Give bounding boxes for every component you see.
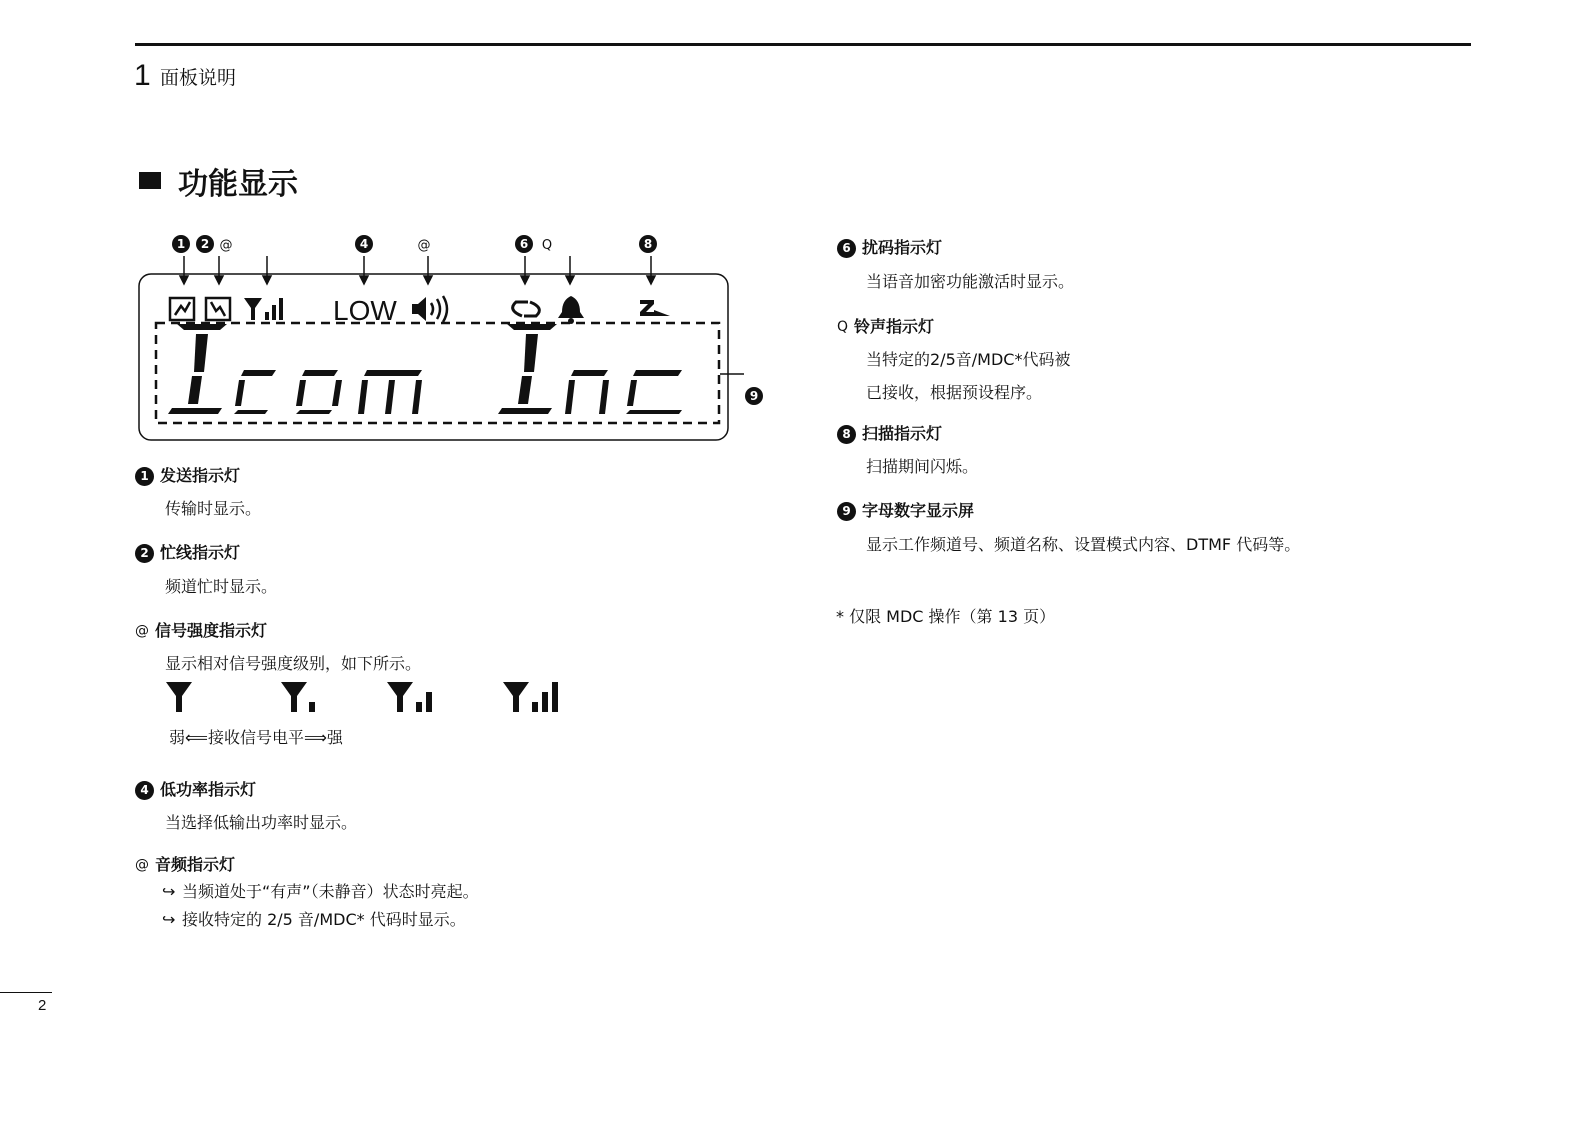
- item-scan-title: 扫描指示灯: [862, 424, 943, 443]
- bullet-arrow-icon: ↪: [162, 882, 176, 901]
- item-signal-title: 信号强度指示灯: [155, 621, 268, 640]
- lcd-segment-text: [168, 324, 682, 414]
- section-title: 功能显示: [178, 167, 298, 202]
- speaker-icon: [412, 296, 447, 322]
- chapter-title: 面板说明: [160, 67, 237, 89]
- item-busy-heading: [135, 543, 240, 563]
- item-display-heading: [837, 501, 974, 521]
- marker-2: 2: [135, 544, 154, 563]
- callout-2: 2: [200, 237, 210, 251]
- marker-9: 9: [837, 502, 856, 521]
- scan-icon: [640, 300, 670, 316]
- item-scan-heading: [837, 424, 942, 444]
- marker-at-1: @: [135, 623, 149, 639]
- item-busy-desc: 频道忙时显示。: [165, 577, 278, 596]
- signal-icon: [244, 298, 283, 320]
- marker-6: 6: [837, 239, 856, 258]
- lcd-low-text: LOW: [333, 295, 397, 326]
- page-number: 2: [38, 997, 47, 1014]
- item-tx-heading: [135, 466, 240, 486]
- item-bell-heading: [837, 317, 934, 337]
- signal-scale-caption: 弱⟸接收信号电平⟹强: [169, 728, 343, 747]
- item-scan-desc: 扫描期间闪烁。: [866, 457, 979, 476]
- item-scrambler-title: 扰码指示灯: [862, 238, 943, 257]
- bullet-text: 当频道处于“有声”（未静音）状态时亮起。: [182, 882, 479, 901]
- marker-q: Q: [837, 319, 849, 335]
- item-display-desc: 显示工作频道号、频道名称、设置模式内容、DTMF 代码等。: [866, 535, 1301, 554]
- section-square-icon: [139, 172, 161, 189]
- chapter-number: 1: [134, 59, 151, 92]
- lcd-main-text: Icom Inc: [130, 230, 135, 231]
- item-tx-title: 发送指示灯: [160, 466, 241, 485]
- item-lowpower-desc: 当选择低输出功率时显示。: [165, 813, 358, 832]
- scrambler-icon: [513, 302, 540, 316]
- callout-9: 9: [749, 389, 759, 403]
- callout-7: Q: [541, 238, 553, 253]
- callout-5: @: [417, 238, 431, 253]
- item-bell-desc-1: 当特定的2/5音/MDC*代码被: [866, 350, 1071, 369]
- item-scrambler-desc: 当语音加密功能激活时显示。: [866, 272, 1075, 291]
- item-tx-desc: 传输时显示。: [165, 499, 262, 518]
- item-audio-bullet-2: [162, 910, 466, 930]
- header-rule: [135, 43, 1471, 46]
- callout-1: 1: [176, 237, 186, 251]
- marker-4: 4: [135, 781, 154, 800]
- item-bell-desc-2: 已接收，根据预设程序。: [866, 383, 1043, 402]
- item-scrambler-heading: [837, 238, 942, 258]
- item-signal-heading: [135, 621, 267, 641]
- callout-3: @: [219, 238, 233, 253]
- marker-8: 8: [837, 425, 856, 444]
- busy-icon: [206, 298, 230, 320]
- bell-icon: [558, 296, 584, 324]
- marker-at-2: @: [135, 857, 149, 873]
- item-signal-desc: 显示相对信号强度级别，如下所示。: [165, 654, 422, 673]
- item-bell-title: 铃声指示灯: [854, 317, 935, 336]
- page-number-rule: [0, 992, 52, 993]
- callout-4: 4: [359, 237, 369, 251]
- bullet-text: 接收特定的 2/5 音/MDC* 代码时显示。: [182, 910, 466, 929]
- item-lowpower-title: 低功率指示灯: [160, 780, 257, 799]
- footnote: * 仅限 MDC 操作（第 13 页）: [836, 607, 1056, 626]
- lcd-diagram: [130, 230, 770, 450]
- item-audio-title: 音频指示灯: [155, 855, 236, 874]
- callout-6: 6: [519, 237, 529, 251]
- item-lowpower-heading: [135, 780, 256, 800]
- signal-scale-icons: [160, 676, 580, 716]
- item-audio-heading: [135, 855, 235, 875]
- tx-icon: [170, 298, 194, 320]
- callout-8: 8: [643, 237, 653, 251]
- item-display-title: 字母数字显示屏: [862, 501, 975, 520]
- marker-1: 1: [135, 467, 154, 486]
- bullet-arrow-icon: ↪: [162, 910, 176, 929]
- item-busy-title: 忙线指示灯: [160, 543, 241, 562]
- item-audio-bullet-1: [162, 882, 479, 902]
